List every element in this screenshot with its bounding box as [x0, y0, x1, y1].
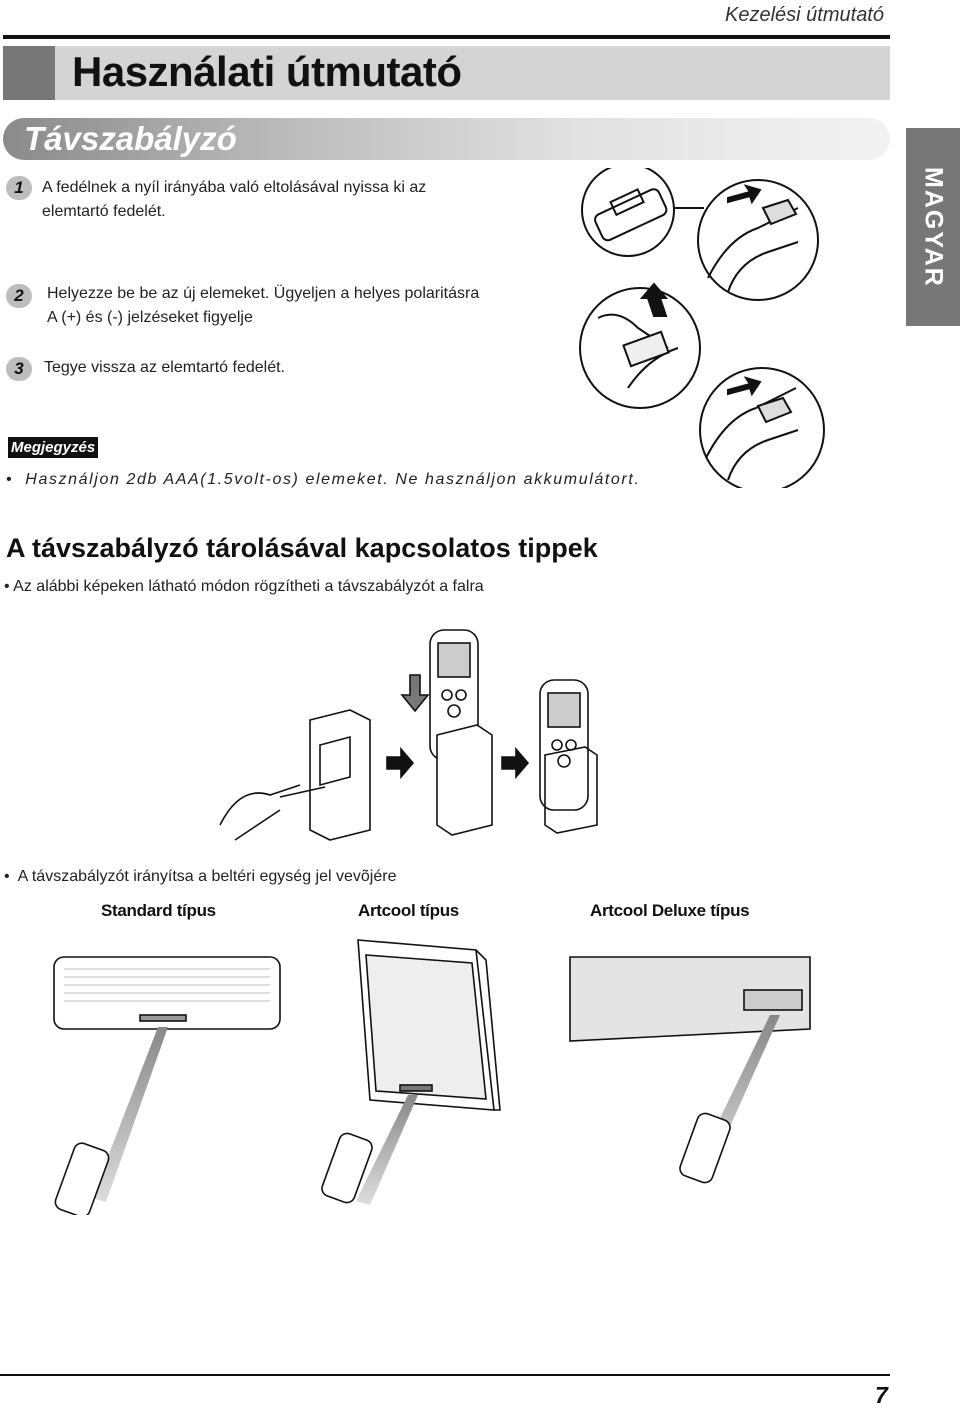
note-label: Megjegyzés	[8, 437, 98, 458]
note-text: • Használjon 2db AAA(1.5volt-os) elemeket. Ne használjon akkumulátort.	[6, 471, 641, 488]
step-number-2: 2	[6, 284, 32, 308]
page-title: Használati útmutató	[72, 48, 462, 95]
wall-mount-illustration	[215, 625, 605, 850]
header-rule	[3, 35, 890, 39]
type-label-artcool: Artcool típus	[358, 901, 459, 920]
step-number-1: 1	[6, 176, 32, 200]
footer-rule	[0, 1374, 890, 1376]
type-label-standard: Standard típus	[101, 901, 216, 920]
storage-heading: A távszabályzó tárolásával kapcsolatos tippek	[6, 533, 598, 563]
aim-bullet: • A távszabályzót irányítsa a beltéri egység jel vevõjére	[4, 868, 397, 885]
step-3-text: Tegye vissza az elemtartó fedelét.	[44, 359, 286, 376]
step-number-3: 3	[6, 357, 32, 381]
storage-bullet: • Az alábbi képeken látható módon rögzítheti a távszabályzót a falra	[4, 578, 484, 595]
step-1-text: A fedélnek a nyíl irányába való eltolásával nyissa ki az elemtartó fedelét.	[42, 179, 427, 220]
type-label-artcool-deluxe: Artcool Deluxe típus	[590, 901, 750, 920]
section-title: Távszabályzó	[24, 120, 237, 157]
indoor-units-illustration	[40, 935, 840, 1215]
step-2-text: Helyezze be be az új elemeket. Ügyeljen a helyes polaritásra A (+) és (-) jelzéseket figyelje	[47, 285, 480, 326]
page-number: 7	[875, 1382, 888, 1408]
manual-title: Kezelési útmutató	[725, 4, 884, 26]
language-tab-label: MAGYAR	[919, 166, 948, 288]
battery-replacement-illustration	[578, 168, 834, 488]
title-accent-block	[3, 46, 55, 100]
